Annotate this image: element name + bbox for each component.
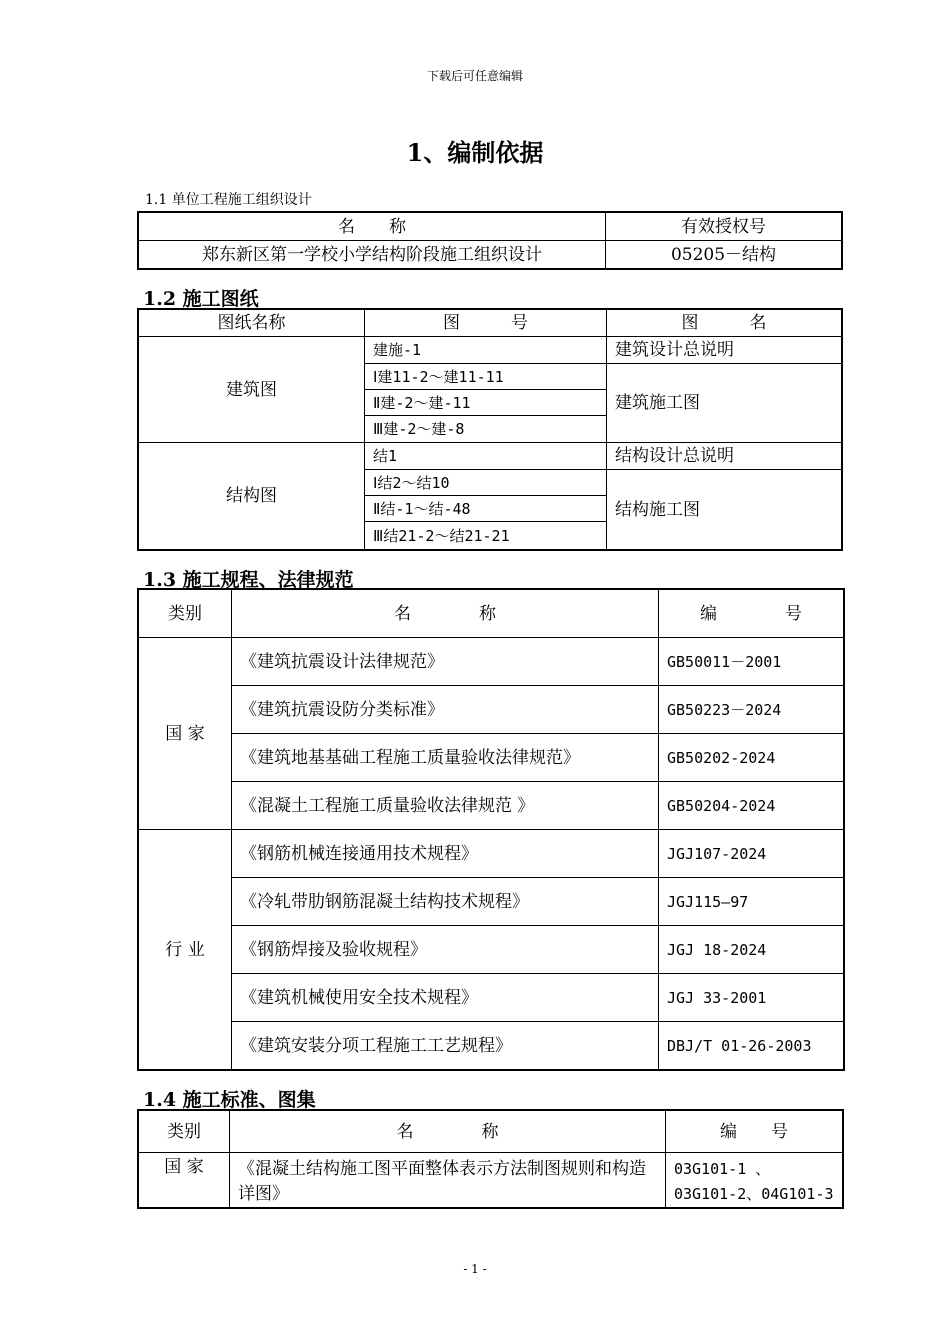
table-cell: JGJ 18-2024 <box>659 926 844 974</box>
table-cell: Ⅱ建-2～建-11 <box>365 390 607 416</box>
section-1-3-heading: 1.3 施工规程、法律规范 <box>143 569 354 591</box>
table-cell: Ⅰ结2～结10 <box>365 470 607 496</box>
table-cell: 郑东新区第一学校小学结构阶段施工组织设计 <box>139 241 606 269</box>
header-note: 下载后可任意编辑 <box>426 69 523 83</box>
col-header-category: 类别 <box>139 1111 230 1153</box>
section-1-2-heading: 1.2 施工图纸 <box>143 288 259 310</box>
table-cell: 《建筑机械使用安全技术规程》 <box>232 974 659 1022</box>
table-cell: 建筑施工图 <box>607 364 842 443</box>
table-cell: Ⅲ结21-2～结21-21 <box>365 522 607 550</box>
table-cell: 建筑设计总说明 <box>607 337 842 364</box>
section-1-1-heading: 1.1 单位工程施工组织设计 <box>145 192 312 208</box>
table-cell: 《建筑安装分项工程施工工艺规程》 <box>232 1022 659 1070</box>
table-cell: 《钢筋机械连接通用技术规程》 <box>232 830 659 878</box>
col-header-drawing-name: 图纸名称 <box>139 310 365 337</box>
table-cell: Ⅱ结-1～结-48 <box>365 496 607 522</box>
page-title: 1、编制依据 <box>406 138 544 167</box>
table-cell: 《冷轧带肋钢筋混凝土结构技术规程》 <box>232 878 659 926</box>
col-header-category: 类别 <box>139 590 232 638</box>
table-cell: 结构设计总说明 <box>607 443 842 470</box>
table-cell: Ⅰ建11-2～建11-11 <box>365 364 607 390</box>
table-cell: GB50204-2024 <box>659 782 844 830</box>
col-header-code: 编 号 <box>666 1111 843 1153</box>
table-cell: JGJ 33-2001 <box>659 974 844 1022</box>
table-cell: GB50223－2024 <box>659 686 844 734</box>
col-header-drawing-no: 图 号 <box>365 310 607 337</box>
table-cell: DBJ/T 01-26-2003 <box>659 1022 844 1070</box>
col-header-name: 名 称 <box>230 1111 666 1153</box>
table-cell: GB50202-2024 <box>659 734 844 782</box>
table-cell: 国 家 <box>139 1153 230 1208</box>
table-cell: 《混凝土工程施工质量验收法律规范 》 <box>232 782 659 830</box>
table-cell: Ⅲ建-2～建-8 <box>365 416 607 443</box>
table-cell: 《混凝土结构施工图平面整体表示方法制图规则和构造详图》 <box>230 1153 666 1208</box>
table-cell: 03G101-1 、 03G101-2、04G101-3 <box>666 1153 843 1208</box>
table-cell: JGJ107-2024 <box>659 830 844 878</box>
table-cell: 结1 <box>365 443 607 470</box>
table-cell: 结构施工图 <box>607 470 842 550</box>
col-header-name: 名 称 <box>139 213 606 241</box>
table-cell: 《钢筋焊接及验收规程》 <box>232 926 659 974</box>
table-cell: JGJ115—97 <box>659 878 844 926</box>
col-header-code: 编 号 <box>659 590 844 638</box>
col-header-name: 名 称 <box>232 590 659 638</box>
drawings-table <box>138 309 842 550</box>
table-cell: 结构图 <box>139 443 365 550</box>
page-number: - 1 - <box>463 1262 487 1276</box>
section-1-4-heading: 1.4 施工标准、图集 <box>143 1089 316 1111</box>
table-cell: 《建筑抗震设防分类标准》 <box>232 686 659 734</box>
table-cell: 05205－结构 <box>606 241 842 269</box>
standards-table <box>138 1110 843 1208</box>
regulations-table <box>138 589 844 1070</box>
table-cell: 《建筑抗震设计法律规范》 <box>232 638 659 686</box>
col-header-drawing-title: 图 名 <box>607 310 842 337</box>
table-cell: GB50011－2001 <box>659 638 844 686</box>
table-cell: 国 家 <box>139 638 232 830</box>
org-design-table <box>138 212 842 269</box>
col-header-auth: 有效授权号 <box>606 213 842 241</box>
table-cell: 行 业 <box>139 830 232 1070</box>
table-cell: 建施-1 <box>365 337 607 364</box>
table-cell: 建筑图 <box>139 337 365 443</box>
table-cell: 《建筑地基基础工程施工质量验收法律规范》 <box>232 734 659 782</box>
